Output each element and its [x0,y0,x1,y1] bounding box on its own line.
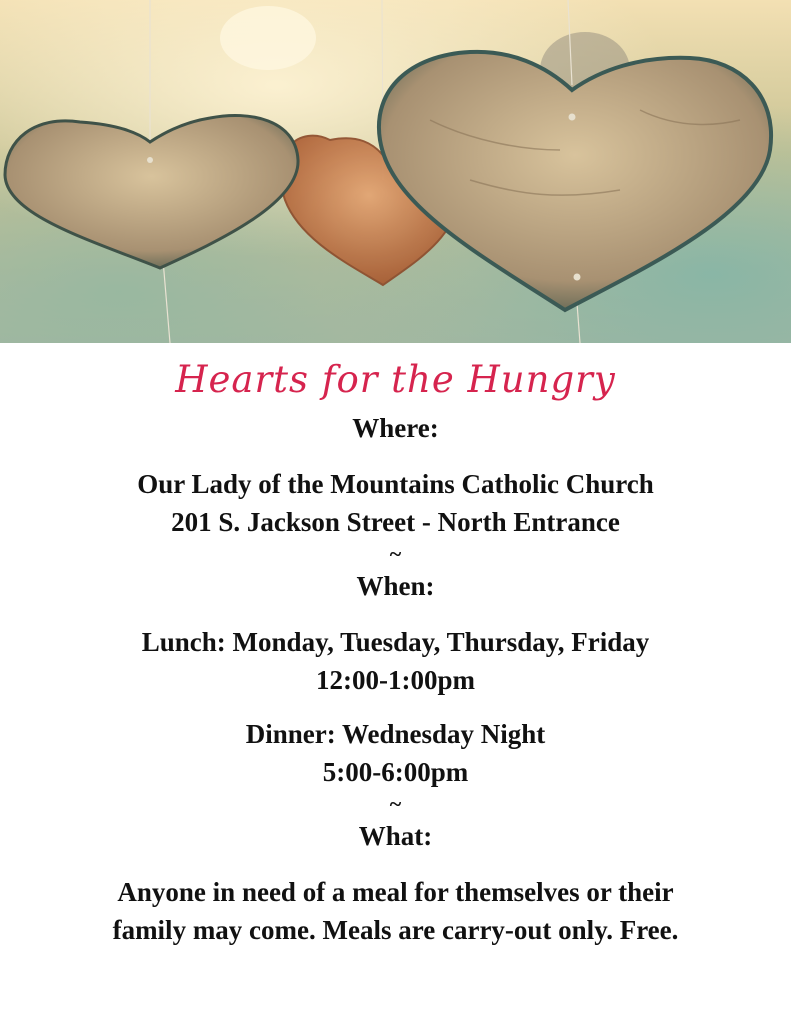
separator-tilde-1: ~ [389,541,402,566]
bokeh-light [220,6,316,70]
right-heart-rivet-bottom [574,274,581,281]
right-heart-rivet [569,114,576,121]
dinner-days: Dinner: Wednesday Night [245,719,546,749]
flyer-text [0,343,791,949]
lunch-days: Lunch: Monday, Tuesday, Thursday, Friday [141,627,650,657]
description-line-2: family may come. Meals are carry-out only. Free. [112,915,679,945]
flyer-title: Hearts for the Hungry [175,358,616,401]
description-line-1: Anyone in need of a meal for themselves or their [117,877,674,907]
lunch-time: 12:00-1:00pm [316,665,475,695]
hero-image [0,0,791,343]
separator-tilde-2: ~ [389,791,402,816]
hanging-hearts-photo [0,0,791,343]
when-heading: When: [356,571,435,601]
location-name: Our Lady of the Mountains Catholic Church [137,469,654,499]
dinner-time: 5:00-6:00pm [322,757,469,787]
what-heading: What: [358,821,433,851]
left-heart-rivet [147,157,153,163]
location-address: 201 S. Jackson Street - North Entrance [171,507,620,537]
where-heading: Where: [352,413,439,443]
